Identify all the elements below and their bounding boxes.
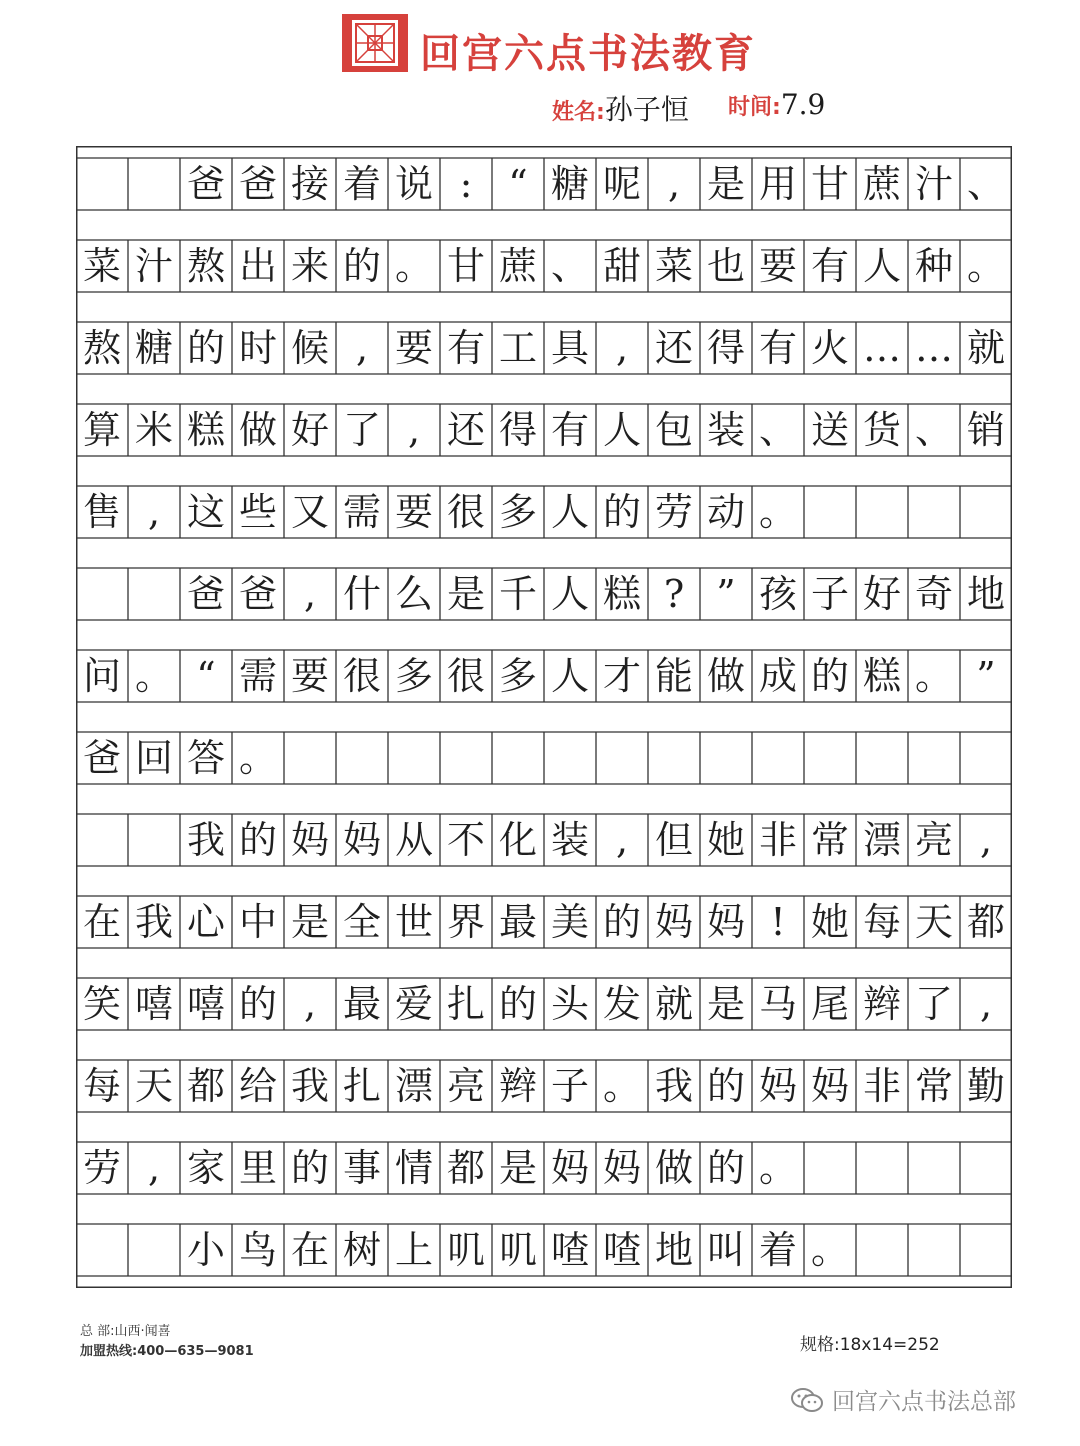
name-field xyxy=(552,88,689,128)
grid-cell: 常 xyxy=(810,818,849,862)
grid-cell: , xyxy=(979,818,993,862)
grid-cell: 人 xyxy=(550,490,589,534)
grid-cell: 在 xyxy=(290,1228,329,1272)
grid-cell: 扎 xyxy=(342,1064,381,1108)
grid-cell: 蔗 xyxy=(498,244,537,288)
grid-cell: 从 xyxy=(394,818,433,862)
grid-cell xyxy=(960,1142,1012,1194)
grid-cell: 小 xyxy=(186,1228,225,1272)
name-value: 孙子恒 xyxy=(604,93,689,126)
grid-cell: 还 xyxy=(446,408,485,452)
grid-cell: 每 xyxy=(82,1064,121,1108)
logo-icon xyxy=(340,12,410,74)
grid-cell: 送 xyxy=(810,408,849,452)
grid-cell: 很 xyxy=(342,654,381,698)
grid-row xyxy=(76,568,1012,620)
grid-cell: 货 xyxy=(862,408,901,452)
grid-cell: 天 xyxy=(134,1064,173,1108)
grid-cell: 用 xyxy=(758,162,797,206)
grid-cell xyxy=(440,732,492,784)
grid-cell: : xyxy=(459,162,473,206)
grid-cell: 的 xyxy=(602,900,641,944)
grid-cell xyxy=(804,486,856,538)
grid-cell: 爸 xyxy=(238,162,277,206)
grid-cell: 我 xyxy=(654,1064,693,1108)
grid-cell: 都 xyxy=(966,900,1005,944)
grid-row xyxy=(76,1060,1012,1112)
writing-grid xyxy=(76,146,1012,1304)
grid-cell: 菜 xyxy=(82,244,121,288)
grid-cell: 又 xyxy=(290,490,329,534)
grid-cell: 全 xyxy=(342,900,381,944)
grid-row xyxy=(76,978,1012,1030)
grid-cell: 人 xyxy=(602,408,641,452)
grid-cell: 辫 xyxy=(862,982,901,1026)
grid-cell: 来 xyxy=(290,244,329,288)
grid-cell: , xyxy=(407,408,421,452)
grid-cell: 么 xyxy=(394,572,433,616)
grid-row xyxy=(76,650,1012,702)
grid-cell xyxy=(804,1142,856,1194)
grid-cell: 多 xyxy=(498,490,537,534)
grid-cell: 妈 xyxy=(290,818,329,862)
grid-cell: 、 xyxy=(758,408,797,452)
grid-cell: 亮 xyxy=(914,818,953,862)
grid-cell: 最 xyxy=(498,900,537,944)
grid-cell: 。 xyxy=(134,654,173,698)
grid-cell: 多 xyxy=(394,654,433,698)
grid-cell: 妈 xyxy=(810,1064,849,1108)
grid-cell: 答 xyxy=(186,736,225,780)
grid-cell: 爸 xyxy=(186,572,225,616)
grid-cell xyxy=(128,1224,180,1276)
grid-cell: 着 xyxy=(758,1228,797,1272)
grid-cell: 要 xyxy=(758,244,797,288)
grid-cell: 爱 xyxy=(394,982,433,1026)
name-label: 姓名: xyxy=(552,100,605,125)
grid-cell: 妈 xyxy=(758,1064,797,1108)
grid-cell: 孩 xyxy=(758,572,797,616)
grid-cell: 喳 xyxy=(602,1228,641,1272)
grid-cell xyxy=(908,1142,960,1194)
grid-cell: 糖 xyxy=(134,326,173,370)
grid-cell: 菜 xyxy=(654,244,693,288)
grid-cell xyxy=(908,486,960,538)
grid-cell: 火 xyxy=(810,326,849,370)
grid-cell: ” xyxy=(716,572,736,616)
grid-cell: 有 xyxy=(810,244,849,288)
grid-cell: 装 xyxy=(706,408,745,452)
page-header xyxy=(0,0,1080,140)
grid-cell: 。 xyxy=(810,1228,849,1272)
grid-cell: … xyxy=(863,326,901,370)
grid-cell: 工 xyxy=(498,326,537,370)
grid-cell: 的 xyxy=(706,1146,745,1190)
grid-cell: 是 xyxy=(706,162,745,206)
grid-cell: 问 xyxy=(82,654,121,698)
grid-cell: 糕 xyxy=(862,654,901,698)
grid-cell: 子 xyxy=(550,1064,589,1108)
grid-cell: 。 xyxy=(602,1064,641,1108)
grid-cell: 才 xyxy=(602,654,641,698)
grid-cell: ? xyxy=(663,572,685,616)
grid-cell xyxy=(388,732,440,784)
grid-row xyxy=(76,896,1012,948)
grid-cell: 汁 xyxy=(134,244,173,288)
grid-cell: 算 xyxy=(82,408,121,452)
grid-cell: 好 xyxy=(290,408,329,452)
grid-cell: 得 xyxy=(706,326,745,370)
grid-cell: 甘 xyxy=(446,244,485,288)
grid-cell: 有 xyxy=(550,408,589,452)
grid-row xyxy=(76,240,1012,292)
grid-cell: 就 xyxy=(966,326,1005,370)
grid-cell: 呢 xyxy=(602,162,641,206)
grid-cell: 得 xyxy=(498,408,537,452)
grid-cell xyxy=(284,732,336,784)
grid-cell: 些 xyxy=(238,490,277,534)
grid-cell: 人 xyxy=(550,654,589,698)
grid-cell: , xyxy=(979,982,993,1026)
grid-cell: 美 xyxy=(550,900,589,944)
grid-cell: 非 xyxy=(758,818,797,862)
watermark xyxy=(790,1383,1016,1416)
grid-cell: “ xyxy=(508,162,528,206)
grid-cell: 有 xyxy=(758,326,797,370)
grid-cell: 化 xyxy=(498,818,537,862)
grid-cell: 树 xyxy=(342,1228,381,1272)
grid-cell xyxy=(76,158,128,210)
grid-border xyxy=(77,147,1012,1288)
grid-cell: 鸟 xyxy=(238,1228,277,1272)
grid-cell: 能 xyxy=(654,654,693,698)
brand-title: 回宫六点书法教育 xyxy=(420,30,756,77)
grid-cell xyxy=(648,732,700,784)
grid-row xyxy=(76,158,1012,210)
grid-cell: 销 xyxy=(966,408,1005,452)
grid-cell: 是 xyxy=(706,982,745,1026)
grid-cell: 。 xyxy=(758,490,797,534)
grid-cell: 心 xyxy=(186,900,225,944)
grid-cell xyxy=(492,732,544,784)
grid-cell: 喳 xyxy=(550,1228,589,1272)
grid-cell: 劳 xyxy=(82,1146,121,1190)
grid-cell: 的 xyxy=(342,244,381,288)
grid-cell: 好 xyxy=(862,572,901,616)
grid-cell: 妈 xyxy=(654,900,693,944)
time-field xyxy=(728,88,825,121)
grid-cell: 的 xyxy=(706,1064,745,1108)
footer-info xyxy=(80,1322,254,1362)
grid-cell: , xyxy=(355,326,369,370)
grid-cell: 常 xyxy=(914,1064,953,1108)
grid-cell xyxy=(856,732,908,784)
grid-cell: 马 xyxy=(758,982,797,1026)
grid-cell: 就 xyxy=(654,982,693,1026)
grid-cell: 有 xyxy=(446,326,485,370)
grid-cell: 什 xyxy=(342,572,381,616)
grid-cell: 需 xyxy=(342,490,381,534)
grid-cell: 要 xyxy=(394,490,433,534)
grid-cell: 很 xyxy=(446,490,485,534)
grid-cell: 也 xyxy=(706,244,745,288)
grid-cell: 人 xyxy=(550,572,589,616)
grid-cell: 她 xyxy=(706,818,745,862)
grid-cell: 甜 xyxy=(602,244,641,288)
grid-cell: 是 xyxy=(446,572,485,616)
grid-cell: … xyxy=(915,326,953,370)
grid-cell: 做 xyxy=(706,654,745,698)
grid-cell xyxy=(960,1224,1012,1276)
grid-cell: 是 xyxy=(498,1146,537,1190)
grid-cell: 熬 xyxy=(186,244,225,288)
grid-cell: 妈 xyxy=(550,1146,589,1190)
grid-cell xyxy=(960,486,1012,538)
grid-cell: 。 xyxy=(238,736,277,780)
grid-cell: 糕 xyxy=(602,572,641,616)
grid-cell: 嘻 xyxy=(186,982,225,1026)
grid-cell: 回 xyxy=(134,736,173,780)
grid-cell: 还 xyxy=(654,326,693,370)
grid-cell: , xyxy=(303,982,317,1026)
grid-cell: 的 xyxy=(602,490,641,534)
grid-cell: 爸 xyxy=(186,162,225,206)
grid-cell: 了 xyxy=(914,982,953,1026)
grid-cell: 里 xyxy=(238,1146,277,1190)
grid-cell xyxy=(76,568,128,620)
grid-cell: 装 xyxy=(550,818,589,862)
grid-cell: 但 xyxy=(654,818,693,862)
grid-cell xyxy=(960,732,1012,784)
grid-cell: 发 xyxy=(602,982,641,1026)
grid-row xyxy=(76,1142,1012,1194)
grid-cell: 世 xyxy=(394,900,433,944)
grid-cell: 。 xyxy=(758,1146,797,1190)
grid-cell: 时 xyxy=(238,326,277,370)
grid-cell: 家 xyxy=(186,1146,225,1190)
grid-cell: 需 xyxy=(238,654,277,698)
wechat-icon xyxy=(790,1386,824,1414)
grid-cell xyxy=(908,732,960,784)
grid-cell xyxy=(908,1224,960,1276)
grid-cell: 出 xyxy=(238,244,277,288)
grid-cell: 爸 xyxy=(82,736,121,780)
grid-cell: 、 xyxy=(914,408,953,452)
grid-cell: , xyxy=(667,162,681,206)
grid-cell: 是 xyxy=(290,900,329,944)
grid-cell: 要 xyxy=(394,326,433,370)
grid-cell: ” xyxy=(976,654,996,698)
grid-cell: 扎 xyxy=(446,982,485,1026)
grid-cell: , xyxy=(615,326,629,370)
grid-cell: 汁 xyxy=(914,162,953,206)
grid-cell: 妈 xyxy=(342,818,381,862)
grid-cell: 多 xyxy=(498,654,537,698)
grid-cell: 糕 xyxy=(186,408,225,452)
grid-cell: 要 xyxy=(290,654,329,698)
grid-cell xyxy=(76,814,128,866)
time-value: 7.9 xyxy=(780,88,826,121)
grid-cell: 了 xyxy=(342,408,381,452)
grid-spec: 规格:18x14=252 xyxy=(800,1335,940,1355)
grid-cell xyxy=(856,486,908,538)
grid-row xyxy=(76,486,1012,538)
grid-cell: 事 xyxy=(342,1146,381,1190)
grid-cell: 、 xyxy=(550,244,589,288)
grid-cell xyxy=(856,1224,908,1276)
grid-row xyxy=(76,814,1012,866)
grid-cell: 我 xyxy=(134,900,173,944)
grid-cell: 头 xyxy=(550,982,589,1026)
grid-cell: 非 xyxy=(862,1064,901,1108)
grid-cell: 包 xyxy=(654,408,693,452)
grid-cell: 。 xyxy=(394,244,433,288)
grid-cell: 做 xyxy=(238,408,277,452)
grid-cell: ! xyxy=(770,900,786,944)
time-label: 时间: xyxy=(728,95,781,120)
grid-cell: 的 xyxy=(498,982,537,1026)
grid-cell: 熬 xyxy=(82,326,121,370)
grid-cell: 着 xyxy=(342,162,381,206)
grid-cell: 接 xyxy=(290,162,329,206)
grid-cell: 都 xyxy=(446,1146,485,1190)
grid-cell: 很 xyxy=(446,654,485,698)
grid-row xyxy=(76,1224,1012,1276)
grid-row xyxy=(76,404,1012,456)
grid-cell xyxy=(752,732,804,784)
grid-cell: 界 xyxy=(446,900,485,944)
grid-cell: 地 xyxy=(654,1228,693,1272)
grid-cell: 糖 xyxy=(550,162,589,206)
grid-cell: 中 xyxy=(238,900,277,944)
grid-cell: , xyxy=(303,572,317,616)
headquarters: 总 部:山西·闻喜 xyxy=(80,1324,171,1339)
grid-cell xyxy=(544,732,596,784)
grid-cell: 我 xyxy=(290,1064,329,1108)
grid-cell: 米 xyxy=(134,408,173,452)
grid-cell: 售 xyxy=(82,490,121,534)
grid-row xyxy=(76,322,1012,374)
grid-cell: 尾 xyxy=(810,982,849,1026)
grid-cell: “ xyxy=(196,654,216,698)
grid-cell: 叽 xyxy=(498,1228,537,1272)
grid-cell: 的 xyxy=(186,326,225,370)
grid-cell: 子 xyxy=(810,572,849,616)
grid-cell: , xyxy=(147,490,161,534)
grid-cell: 的 xyxy=(238,818,277,862)
grid-cell xyxy=(596,732,648,784)
grid-cell: 动 xyxy=(706,490,745,534)
grid-cell: 情 xyxy=(394,1146,433,1190)
grid-cell xyxy=(700,732,752,784)
grid-cell: 人 xyxy=(862,244,901,288)
grid-cell: 、 xyxy=(966,162,1005,206)
grid-cell: 奇 xyxy=(914,572,953,616)
grid-row xyxy=(76,732,1012,784)
grid-cell: 说 xyxy=(394,162,433,206)
grid-cell: , xyxy=(147,1146,161,1190)
grid-cell xyxy=(336,732,388,784)
grid-cell: 给 xyxy=(238,1064,277,1108)
grid-cell xyxy=(128,814,180,866)
grid-cell: 她 xyxy=(810,900,849,944)
grid-cell: 上 xyxy=(394,1228,433,1272)
grid-cell: 漂 xyxy=(394,1064,433,1108)
grid-cell: 劳 xyxy=(654,490,693,534)
grid-cell xyxy=(76,1224,128,1276)
hotline: 加盟热线:400—635—9081 xyxy=(80,1344,254,1359)
grid-cell: 。 xyxy=(966,244,1005,288)
grid-cell: 在 xyxy=(82,900,121,944)
grid-cell: 成 xyxy=(758,654,797,698)
grid-cell: 最 xyxy=(342,982,381,1026)
grid-cell: 漂 xyxy=(862,818,901,862)
watermark-text: 回宫六点书法总部 xyxy=(832,1389,1016,1415)
grid-cell: 叽 xyxy=(446,1228,485,1272)
grid-cell: 爸 xyxy=(238,572,277,616)
grid-cell: 嘻 xyxy=(134,982,173,1026)
grid-lines xyxy=(76,146,1012,1304)
grid-cell: 亮 xyxy=(446,1064,485,1108)
grid-cell: 笑 xyxy=(82,982,121,1026)
grid-cell: 具 xyxy=(550,326,589,370)
grid-cell: 勤 xyxy=(966,1064,1005,1108)
grid-cell xyxy=(856,1142,908,1194)
grid-cell: 不 xyxy=(446,818,485,862)
grid-cell: 蔗 xyxy=(862,162,901,206)
grid-cell: 的 xyxy=(238,982,277,1026)
grid-cell: 。 xyxy=(914,654,953,698)
grid-cell: 种 xyxy=(914,244,953,288)
grid-cell: 候 xyxy=(290,326,329,370)
grid-cell: 的 xyxy=(810,654,849,698)
grid-cell xyxy=(804,732,856,784)
grid-cell: 天 xyxy=(914,900,953,944)
grid-cell: 地 xyxy=(966,572,1005,616)
grid-cell xyxy=(128,158,180,210)
grid-cell: 甘 xyxy=(810,162,849,206)
grid-cell: 都 xyxy=(186,1064,225,1108)
grid-cell: , xyxy=(615,818,629,862)
grid-cell xyxy=(128,568,180,620)
grid-cell: 妈 xyxy=(602,1146,641,1190)
grid-cell: 辫 xyxy=(498,1064,537,1108)
grid-cell: 千 xyxy=(498,572,537,616)
grid-cell: 做 xyxy=(654,1146,693,1190)
grid-cell: 的 xyxy=(290,1146,329,1190)
grid-cell: 叫 xyxy=(706,1228,745,1272)
grid-cell: 我 xyxy=(186,818,225,862)
grid-cell: 每 xyxy=(862,900,901,944)
grid-cell: 妈 xyxy=(706,900,745,944)
grid-cell: 这 xyxy=(186,490,225,534)
